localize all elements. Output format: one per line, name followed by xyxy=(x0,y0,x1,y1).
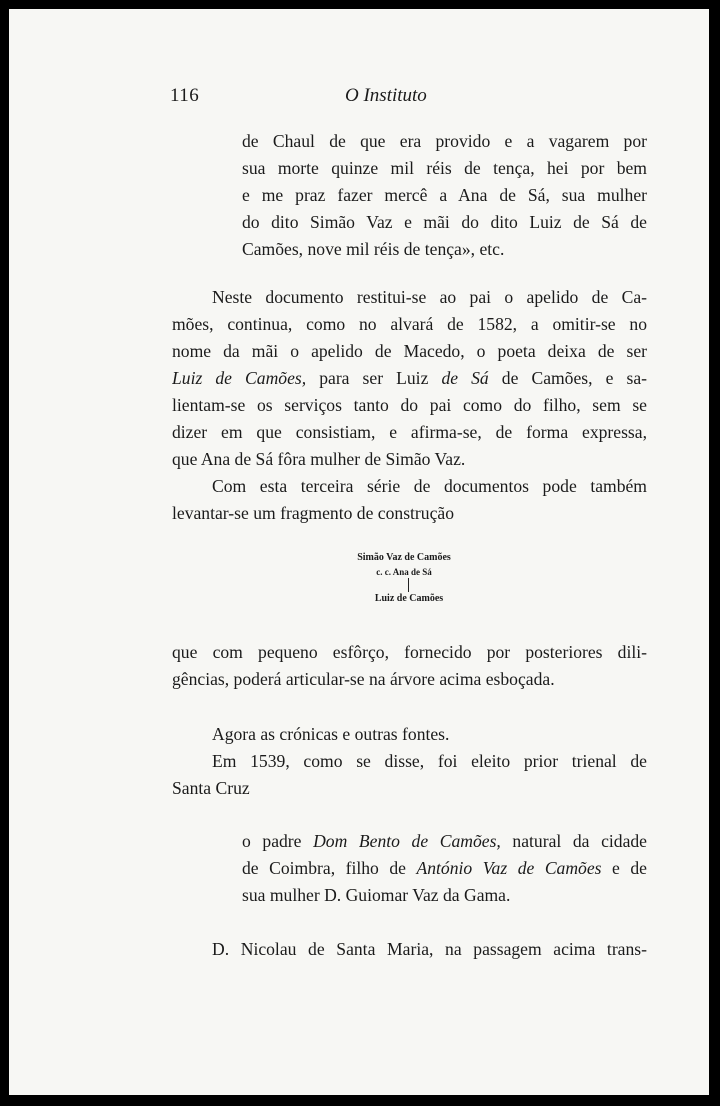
genealogy-tree xyxy=(349,552,479,614)
text-line: do dito Simão Vaz e mãi do dito Luiz de Sá de xyxy=(242,212,647,232)
quoted-document-excerpt xyxy=(242,128,647,263)
text-line: que com pequeno esfôrço, fornecido por posteriores dili- xyxy=(172,642,647,662)
text-line: dizer em que consistiam, e afirma-se, de forma expressa, xyxy=(172,422,647,442)
tree-marriage: c. c. Ana de Sá xyxy=(376,567,432,577)
text-fragment: natural da cidade xyxy=(500,831,647,851)
tree-son: Luiz de Camões xyxy=(374,593,444,604)
paragraph-documento xyxy=(172,284,647,527)
text-line: sua mulher D. Guiomar Vaz da Gama. xyxy=(242,885,511,905)
text-fragment: e de xyxy=(601,858,647,878)
italic-name: de Sá xyxy=(441,368,489,388)
text-line: sua morte quinze mil réis de tença, hei por bem xyxy=(242,158,647,178)
text-line: mões, continua, como no alvará de 1582, a omitir-se no xyxy=(172,314,647,334)
text-line xyxy=(242,828,647,855)
paragraph-cronicas xyxy=(172,721,647,802)
text-fragment: para ser Luiz xyxy=(306,368,442,388)
text-line: Em 1539, como se disse, foi eleito prior trienal de xyxy=(212,751,647,771)
italic-name: Dom Bento de Camões, xyxy=(313,831,501,851)
running-title: O Instituto xyxy=(345,85,427,106)
page-number: 116 xyxy=(170,85,200,106)
text-line: que Ana de Sá fôra mulher de Simão Vaz. xyxy=(172,449,466,469)
text-line: de Chaul de que era provido e a vagarem por xyxy=(242,131,647,151)
text-line: levantar-se um fragmento de construção xyxy=(172,503,455,523)
page-header xyxy=(170,85,470,109)
italic-name: Luiz de Camões, xyxy=(172,368,307,388)
text-fragment: o padre xyxy=(242,831,314,851)
text-line: nome da mãi o apelido de Macedo, o poeta deixa de ser xyxy=(172,341,647,361)
text-line: lientam-se os serviços tanto do pai como do filho, sem se xyxy=(172,395,647,415)
text-line xyxy=(242,855,647,882)
text-line: e me praz fazer mercê a Ana de Sá, sua mulher xyxy=(242,185,647,205)
book-page xyxy=(9,9,709,1095)
text-fragment: de Coimbra, filho de xyxy=(242,858,417,878)
text-fragment: de Camões, e sa- xyxy=(488,368,647,388)
text-line: gências, poderá articular-se na árvore acima esboçada. xyxy=(172,669,555,689)
italic-name: António Vaz de Camões xyxy=(416,858,602,878)
tree-connector-line xyxy=(408,578,409,592)
text-line xyxy=(172,365,647,392)
text-line: Agora as crónicas e outras fontes. xyxy=(212,724,450,744)
text-line: Camões, nove mil réis de tença», etc. xyxy=(242,239,505,259)
text-line: Com esta terceira série de documentos pode também xyxy=(212,476,647,496)
tree-father: Simão Vaz de Camões xyxy=(357,552,451,563)
paragraph-nicolau xyxy=(172,936,647,963)
text-line: Santa Cruz xyxy=(172,778,250,798)
paragraph-continuation xyxy=(172,639,647,693)
text-line: D. Nicolau de Santa Maria, na passagem acima trans- xyxy=(212,939,647,959)
text-line: Neste documento restitui-se ao pai o apelido de Ca- xyxy=(212,287,647,307)
quoted-chronicle-excerpt xyxy=(242,828,647,909)
